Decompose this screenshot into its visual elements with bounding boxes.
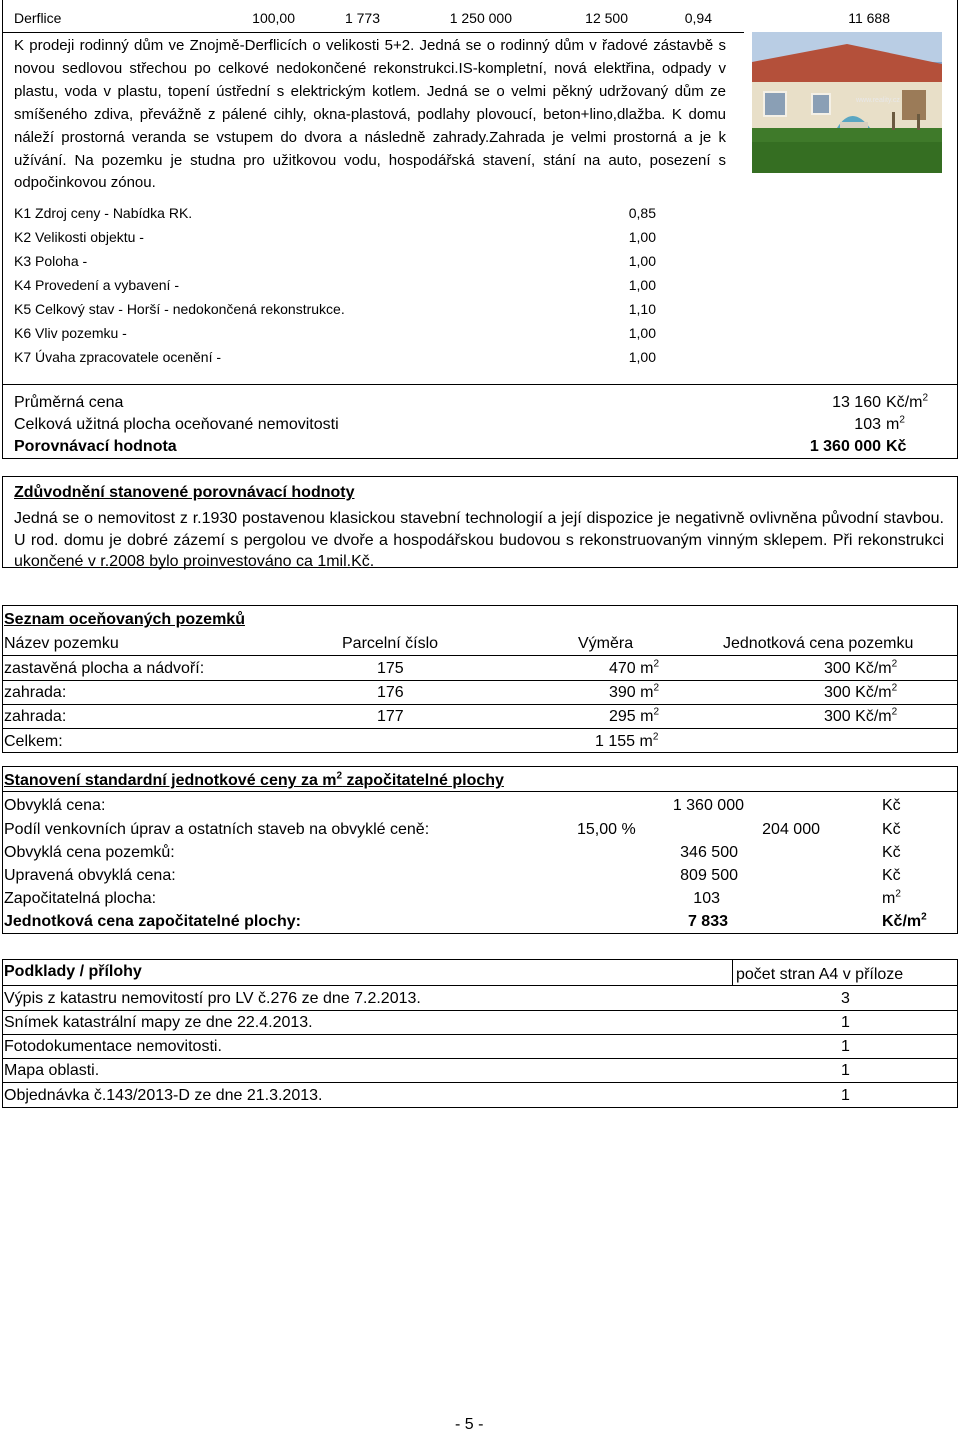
coef-label-k6: K6 Vliv pozemku - xyxy=(14,325,127,341)
land-row-2-divider xyxy=(2,704,958,705)
coef-label-k4: K4 Provedení a vybavení - xyxy=(14,277,179,293)
standard-row-5-value: 103 xyxy=(693,890,720,907)
standard-price-title-divider xyxy=(2,791,958,792)
land-header-area: Výměra xyxy=(578,635,634,652)
land-right-border xyxy=(957,605,958,753)
attachment-row-3-divider xyxy=(2,1058,958,1059)
comparable-value-adjusted: 12 500 xyxy=(585,10,628,26)
photo-watermark: www.reality.cz xyxy=(856,97,900,104)
summary-right-border xyxy=(957,384,958,459)
avg-price-label: Průměrná cena xyxy=(14,394,124,411)
attachment-row-2-divider xyxy=(2,1034,958,1035)
comparable-value-coefficient: 0,94 xyxy=(684,10,712,26)
land-total-label: Celkem: xyxy=(4,733,63,750)
attachment-row-4-pages: 1 xyxy=(841,1062,850,1079)
standard-row-4-unit: Kč xyxy=(882,867,901,884)
comparative-value-value: 1 360 000 xyxy=(809,438,881,455)
attachment-row-1-label: Výpis z katastru nemovitostí pro LV č.276 ze dne 7.2.2013. xyxy=(4,990,421,1007)
comparable-right-border xyxy=(957,0,958,385)
comparable-value-result: 11 688 xyxy=(848,10,890,26)
land-row-1-parcel: 175 xyxy=(377,660,404,677)
attachment-row-3-pages: 1 xyxy=(841,1038,850,1055)
attachment-row-2-label: Snímek katastrální mapy ze dne 22.4.2013. xyxy=(4,1014,313,1031)
land-total-area: 1 155 $m^2$ xyxy=(595,731,659,750)
justification-right-border xyxy=(957,476,958,568)
page-number: - 5 - xyxy=(455,1416,484,1433)
land-row-2-area: 390 $m^2$ xyxy=(609,682,660,701)
standard-row-3-unit: Kč xyxy=(882,844,901,861)
coef-value-k6: 1,00 xyxy=(628,325,656,341)
land-row-3-area: 295 $m^2$ xyxy=(609,706,660,725)
property-photo-illustration xyxy=(752,32,942,173)
land-top-border xyxy=(2,605,958,606)
land-header-unit-price: Jednotková cena pozemku xyxy=(723,635,914,652)
land-row-3-price: 300 $Kč/m^2$ xyxy=(824,706,898,725)
attachment-row-1-pages: 3 xyxy=(841,990,850,1007)
avg-price-value: 13 160 xyxy=(832,394,881,411)
attachment-row-5-pages: 1 xyxy=(841,1087,850,1104)
land-row-3-parcel: 177 xyxy=(377,708,404,725)
comparable-left-border xyxy=(2,0,3,385)
standard-row-2-pct: 15,00 % xyxy=(577,821,636,838)
land-bottom-border xyxy=(2,752,958,753)
coef-value-k1: 0,85 xyxy=(628,205,656,221)
land-header-parcel: Parcelní číslo xyxy=(342,635,439,652)
standard-row-1-unit: Kč xyxy=(882,797,901,814)
standard-final-unit: $Kč/m^2$ xyxy=(882,911,927,930)
coef-value-k7: 1,00 xyxy=(628,349,656,365)
property-photo xyxy=(752,32,942,173)
standard-row-2-value: 204 000 xyxy=(762,821,820,838)
land-row-1-divider xyxy=(2,680,958,681)
avg-price-unit: $Kč/m^2$ xyxy=(886,392,929,411)
coef-label-k5: K5 Celkový stav - Horší - nedokončená rekonstrukce. xyxy=(14,301,345,317)
land-header-name: Název pozemku xyxy=(4,635,119,652)
attachment-row-1-divider xyxy=(2,1010,958,1011)
coef-value-k5: 1,10 xyxy=(628,301,656,317)
standard-final-label: Jednotková cena započitatelné plochy: xyxy=(4,913,301,930)
attachments-pages-header: počet stran A4 v příloze xyxy=(736,966,904,983)
standard-final-value: 7 833 xyxy=(687,913,728,930)
justification-text: Jedná se o nemovitost z r.1930 postavenou klasickou stavební technologií a její dispozice je negativně ovlivněna původní stavbou. U rod. domu je dobré zázemí s pergolou ve dvoře a hospodářskou budovou s rekonstruovaným vinným sklepem. Při rekonstrukci ukončené v r.2008 bylo proinvestováno ca 1mil.Kč. xyxy=(14,510,944,570)
coef-label-k7: K7 Úvaha zpracovatele ocenění - xyxy=(14,349,222,365)
land-row-2-parcel: 176 xyxy=(377,684,404,701)
attachment-row-4-label: Mapa oblasti. xyxy=(4,1062,100,1079)
comparative-value-unit: Kč xyxy=(886,438,907,455)
attachments-header-divider xyxy=(2,985,958,986)
comparable-bottom-border xyxy=(2,384,958,385)
coef-label-k3: K3 Poloha - xyxy=(14,253,88,269)
land-header-divider xyxy=(2,655,958,656)
land-row-1-price: 300 $Kč/m^2$ xyxy=(824,658,898,677)
standard-row-4-label: Upravená obvyklá cena: xyxy=(4,867,176,884)
comparable-name: Derflice xyxy=(14,10,62,26)
land-row-2-price: 300 $Kč/m^2$ xyxy=(824,682,898,701)
comparable-value-price: 1 250 000 xyxy=(449,10,512,26)
comparable-row-divider xyxy=(2,32,744,33)
land-row-2-name: zahrada: xyxy=(4,684,67,701)
usable-area-label: Celková užitná plocha oceňované nemovitosti xyxy=(14,416,339,433)
coef-label-k2: K2 Velikosti objektu - xyxy=(14,229,144,245)
attachment-row-3-label: Fotodokumentace nemovitosti. xyxy=(4,1038,222,1055)
land-title: Seznam oceňovaných pozemků xyxy=(4,611,245,628)
attachment-row-2-pages: 1 xyxy=(841,1014,850,1031)
summary-left-border xyxy=(2,384,3,459)
comparable-description: K prodeji rodinný dům ve Znojmě-Derflicích o velikosti 5+2. Jedná se o rodinný dům v řadové zástavbě s novou sedlovou střechou po celkové nedokončené rekonstrukci.IS-kompletní, nová elektřina, odpady v plastu, voda v plastu, topení ústřední s elektrickým kotlem. Jedná se o velmi pěkný udržovaný dům ze smíšeného zdiva, převážně z pálené cihly, okna-plastová, podlahy plovoucí, beton+lino,dlažba. K domu náleží prostorná veranda se vstupem do dvora a následně zahrady.Zahrada je velmi prostorná a je k užívání. Na pozemku je studna pro užitkovou vodu, hospodářská stavení, stání na auto, posezení s odpočinkovou zónou. xyxy=(14,37,726,192)
justification-left-border xyxy=(2,476,3,568)
justification-top-border xyxy=(2,476,958,477)
land-row-3-divider xyxy=(2,728,958,729)
attachments-header-col-divider xyxy=(732,959,733,986)
standard-row-4-value: 809 500 xyxy=(680,867,738,884)
land-left-border xyxy=(2,605,3,753)
coef-value-k3: 1,00 xyxy=(628,253,656,269)
standard-row-5-label: Započitatelná plocha: xyxy=(4,890,157,907)
coef-value-k4: 1,00 xyxy=(628,277,656,293)
standard-row-3-value: 346 500 xyxy=(680,844,738,861)
standard-row-3-label: Obvyklá cena pozemků: xyxy=(4,844,175,861)
comparable-value-area: 100,00 xyxy=(252,10,295,26)
coef-label-k1: K1 Zdroj ceny - Nabídka RK. xyxy=(14,205,193,221)
standard-row-1-value: 1 360 000 xyxy=(672,797,744,814)
standard-row-2-unit: Kč xyxy=(882,821,901,838)
attachments-title: Podklady / přílohy xyxy=(4,963,142,980)
usable-area-value: 103 xyxy=(854,416,881,433)
land-row-1-area: 470 $m^2$ xyxy=(609,658,660,677)
standard-row-2-label: Podíl venkovních úprav a ostatních staveb na obvyklé ceně: xyxy=(4,821,430,838)
comparable-value-price-per-unit: 1 773 xyxy=(344,10,380,26)
attachment-row-4-divider xyxy=(2,1082,958,1083)
comparative-value-label: Porovnávací hodnota xyxy=(14,438,177,455)
coef-value-k2: 1,00 xyxy=(628,229,656,245)
land-row-3-name: zahrada: xyxy=(4,708,67,725)
standard-row-5-unit: $m^2$ xyxy=(882,888,901,907)
standard-price-title: Stanovení standardní jednotkové ceny za $m^2$ započitatelné plochy xyxy=(4,770,504,789)
justification-title: Zdůvodnění stanovené porovnávací hodnoty xyxy=(14,484,355,501)
attachment-row-5-label: Objednávka č.143/2013-D ze dne 21.3.2013. xyxy=(4,1087,323,1104)
land-row-1-name: zastavěná plocha a nádvoří: xyxy=(4,660,205,677)
usable-area-unit: $m^2$ xyxy=(886,414,905,433)
standard-row-1-label: Obvyklá cena: xyxy=(4,797,106,814)
summary-bottom-border xyxy=(2,458,958,459)
